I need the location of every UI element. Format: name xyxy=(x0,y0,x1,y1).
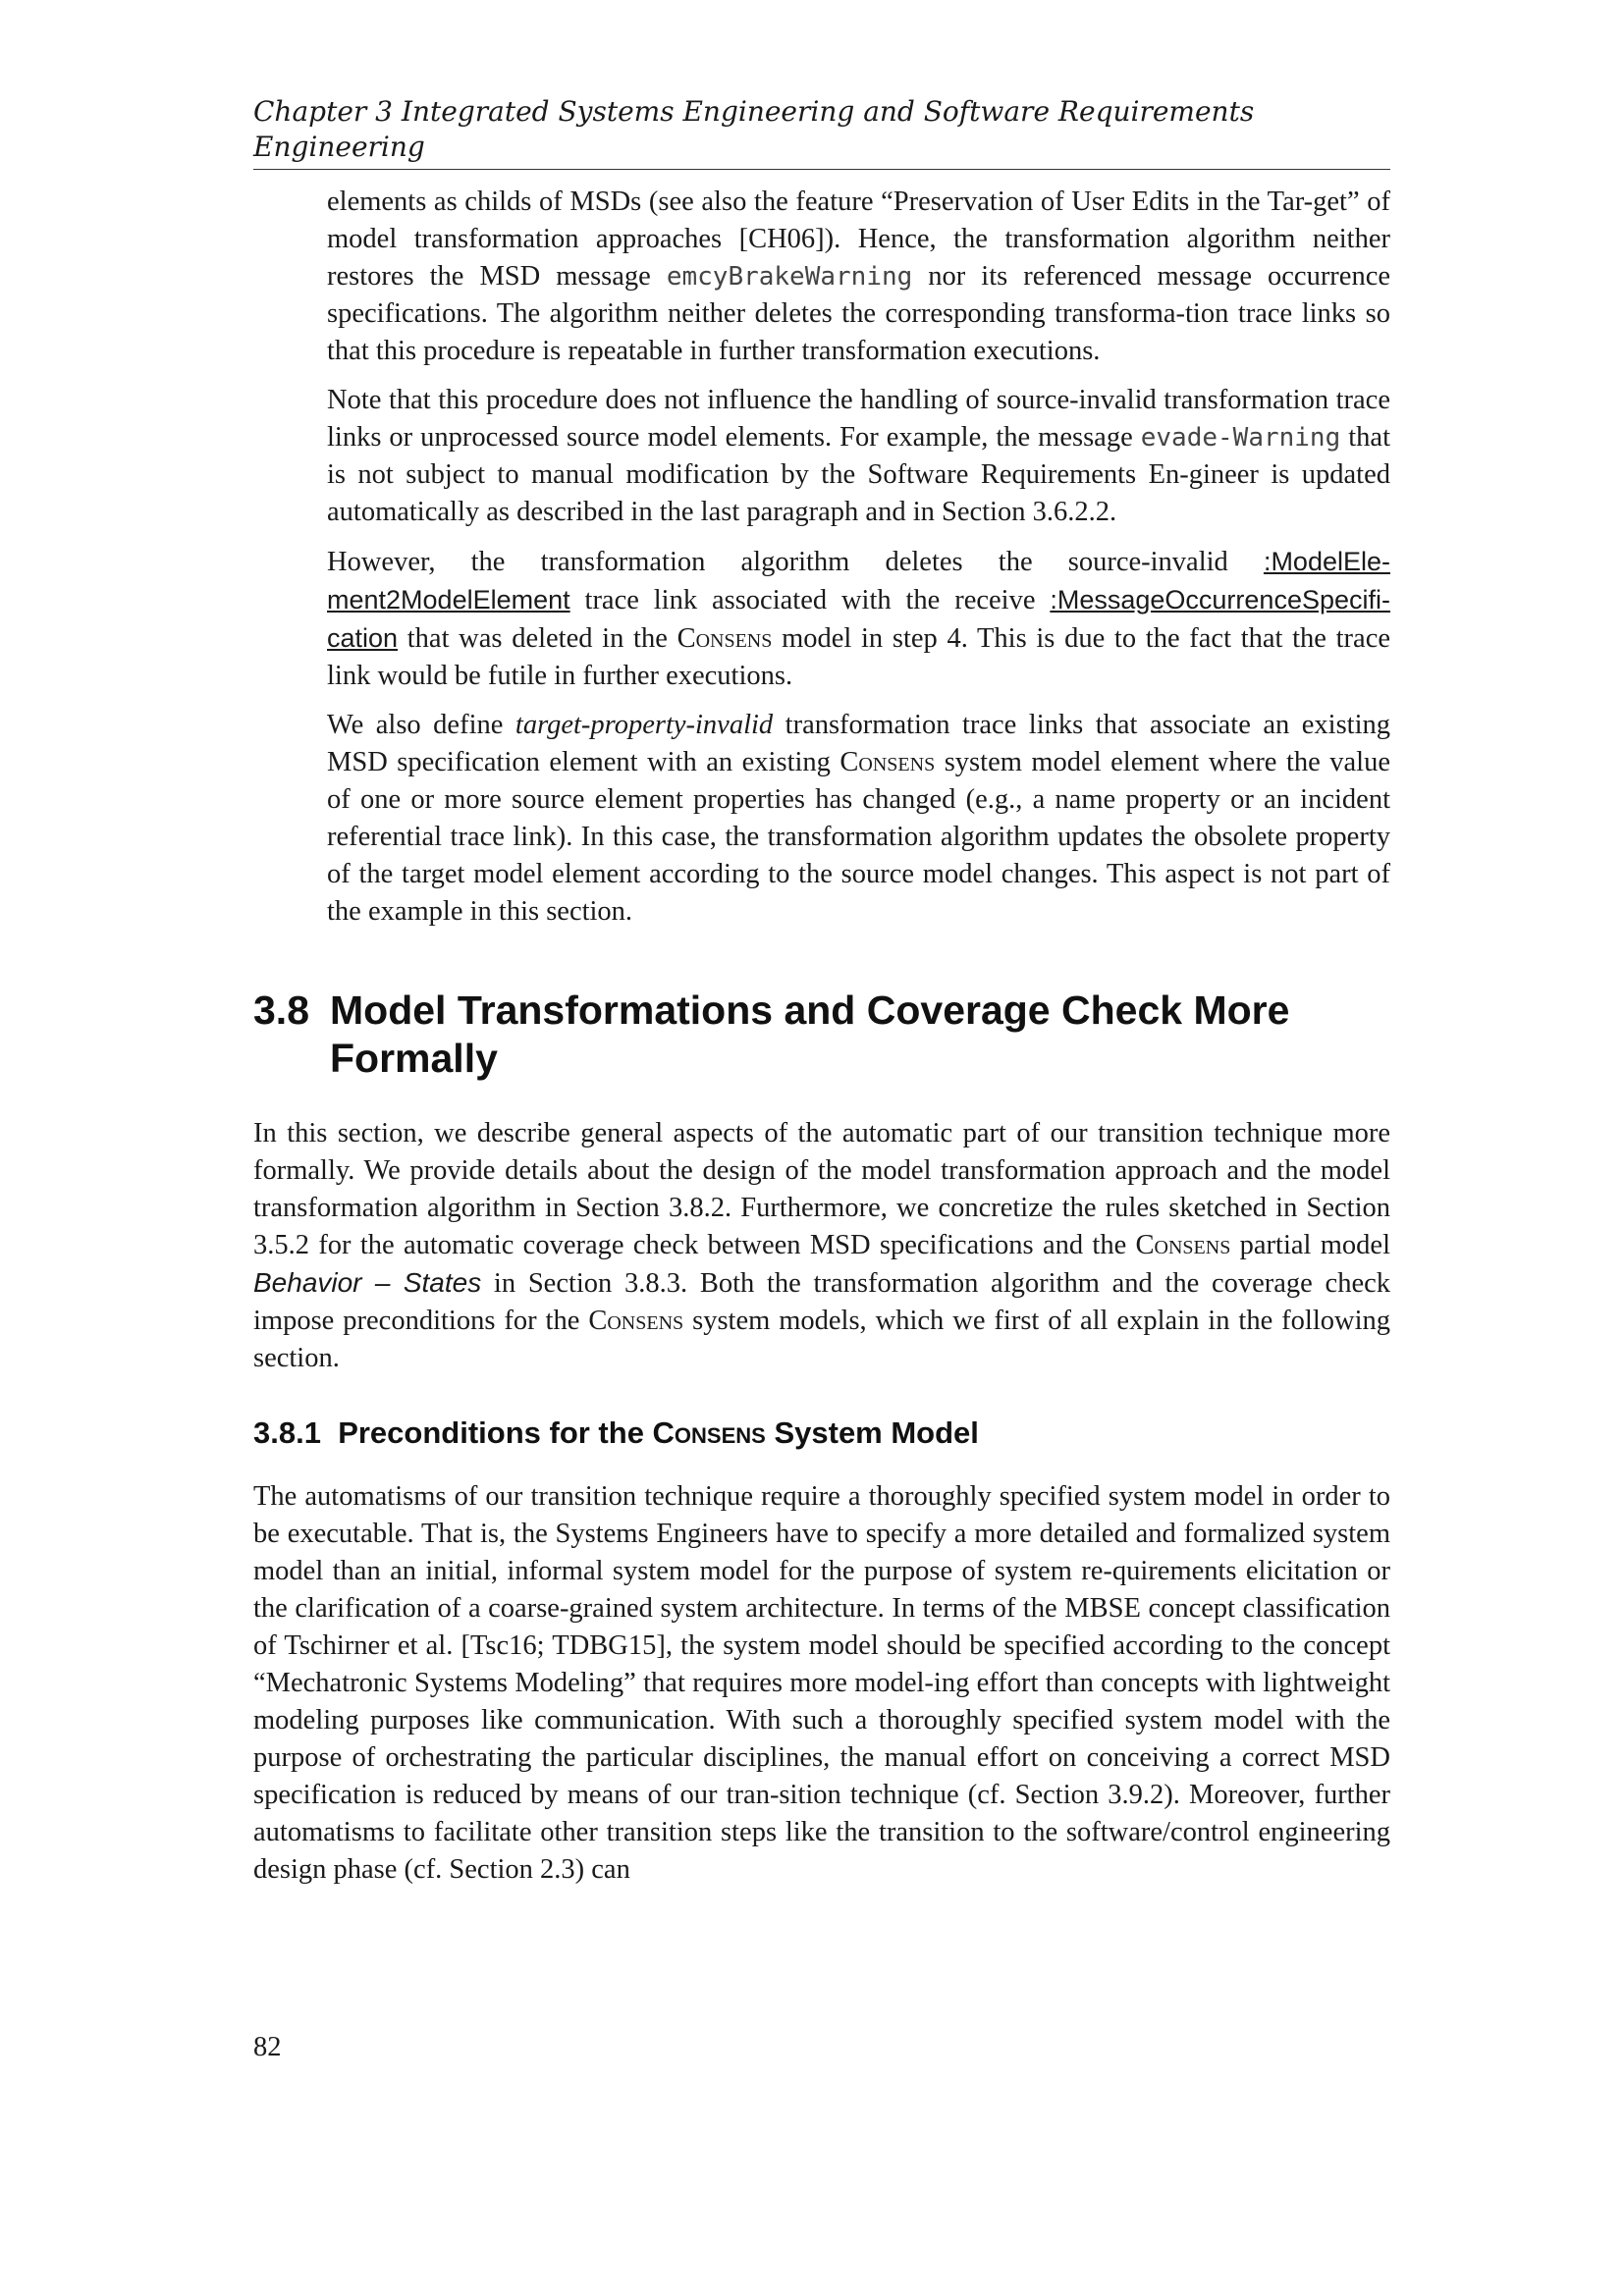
subsection-body xyxy=(253,1478,1390,1900)
code-identifier: emcyBrakeWarning xyxy=(666,262,913,292)
paragraph: The automatisms of our transition technique require a thoroughly specified system model in order to be executable. That is, the Systems Engineers have to specify a more detailed and formalized system model than an initial, informal system model for the purpose of system re-quirements elicitation or the clarification of a coarse-grained system architecture. In terms of the MBSE concept classification of Tschirner et al. [Tsc16; TDBG15], the system model should be specified according to the concept “Mechatronic Systems Modeling” that requires more model-ing effort than concepts with lightweight modeling purposes like communication. With such a thoroughly specified system model with the purpose of orchestrating the particular disciplines, the manual effort on conceiving a correct MSD specification is reduced by means of our tran-sition technique (cf. Section 3.9.2). Moreover, further automatisms to facilitate other transition steps like the transition to the software/control engineering design phase (cf. Section 2.3) can xyxy=(253,1481,1390,1885)
running-header: Chapter 3 Integrated Systems Engineering and Software Requirements Engineering xyxy=(253,94,1390,170)
section-number: 3.8 xyxy=(253,988,309,1033)
text-run: that is not subject to manual modification by the Software Requirements En-gineer is updated automatically as described in the last paragraph and in Section 3.6.2.2. xyxy=(327,422,1390,527)
text-run: that was deleted in the xyxy=(398,623,677,654)
page-number: 82 xyxy=(253,2032,282,2062)
code-identifier: evade-Warning xyxy=(1140,423,1341,453)
paragraph xyxy=(327,184,1390,370)
emphasis-term: target-property-invalid xyxy=(514,710,774,740)
consens-name: Consens xyxy=(1135,1230,1231,1260)
text-run: trace link associated with the receive xyxy=(569,585,1051,615)
consens-name: Consens xyxy=(588,1306,684,1336)
section-title: Model Transformations and Coverage Check More Formally xyxy=(330,988,1290,1081)
continued-section-body xyxy=(327,184,1390,942)
text-run: elements as childs of MSDs (see also the feature “Preservation of User Edits in the Tar-get” of model transformation approaches [CH06]). Hence, the transformation algorithm neither restores the MSD message xyxy=(327,187,1390,292)
model-element-reference: :MessageOccurrenceSpecifi-cation xyxy=(327,585,1390,653)
paragraph xyxy=(253,1115,1390,1377)
text-run: In this section, we describe general aspects of the automatic part of our transition technique more formally. We provide details about the design of the model transformation approach and the model transformation algorithm in Section 3.8.2. Furthermore, we concretize the rules sketched in Section 3.5.2 for the automatic coverage check between MSD specifications and the xyxy=(253,1118,1390,1260)
paragraph xyxy=(327,382,1390,531)
text-run: However, the transformation algorithm deletes the source-invalid xyxy=(327,547,1264,577)
consens-name: Consens xyxy=(839,747,936,777)
subsection-title-pre: Preconditions for the xyxy=(338,1415,653,1450)
text-run: We also define xyxy=(327,710,515,740)
subsection-heading xyxy=(253,1414,1390,1453)
subsection-title-consens: Consens xyxy=(652,1415,766,1450)
text-run: system model element where the value of one or more source element properties has changed (e.g., a name property or an incident referential trace link). In this case, the transformation algorithm updates the obsolete property of the target model element according to the source model changes. This aspect is not part of the example in this section. xyxy=(327,747,1390,927)
text-run: partial model xyxy=(1230,1230,1390,1260)
model-element-reference: :ModelEle-ment2ModelElement xyxy=(327,547,1390,614)
text-run: transformation trace links that associate an existing MSD specification element with an existing xyxy=(327,710,1390,777)
partial-model-name: Behavior – States xyxy=(253,1267,482,1298)
subsection-title-post: System Model xyxy=(765,1415,979,1450)
paragraph xyxy=(327,543,1390,695)
text-run: model in step 4. This is due to the fact that the trace link would be futile in further executions. xyxy=(327,623,1390,691)
text-run: nor its referenced message occurrence specifications. The algorithm neither deletes the corresponding transforma-tion trace links so that this procedure is repeatable in further transformation executions. xyxy=(327,261,1391,366)
text-run: in Section 3.8.3. Both the transformation algorithm and the coverage check impose preconditions for the xyxy=(253,1268,1390,1336)
subsection-number: 3.8.1 xyxy=(253,1415,321,1450)
paragraph xyxy=(327,707,1390,931)
section-heading xyxy=(253,987,1390,1083)
section-intro xyxy=(253,1115,1390,1389)
text-run: Note that this procedure does not influence the handling of source-invalid transformation trace links or unprocessed source model elements. For example, the message xyxy=(327,385,1390,453)
consens-name: Consens xyxy=(677,623,773,654)
text-run: system models, which we first of all explain in the following section. xyxy=(253,1306,1390,1373)
